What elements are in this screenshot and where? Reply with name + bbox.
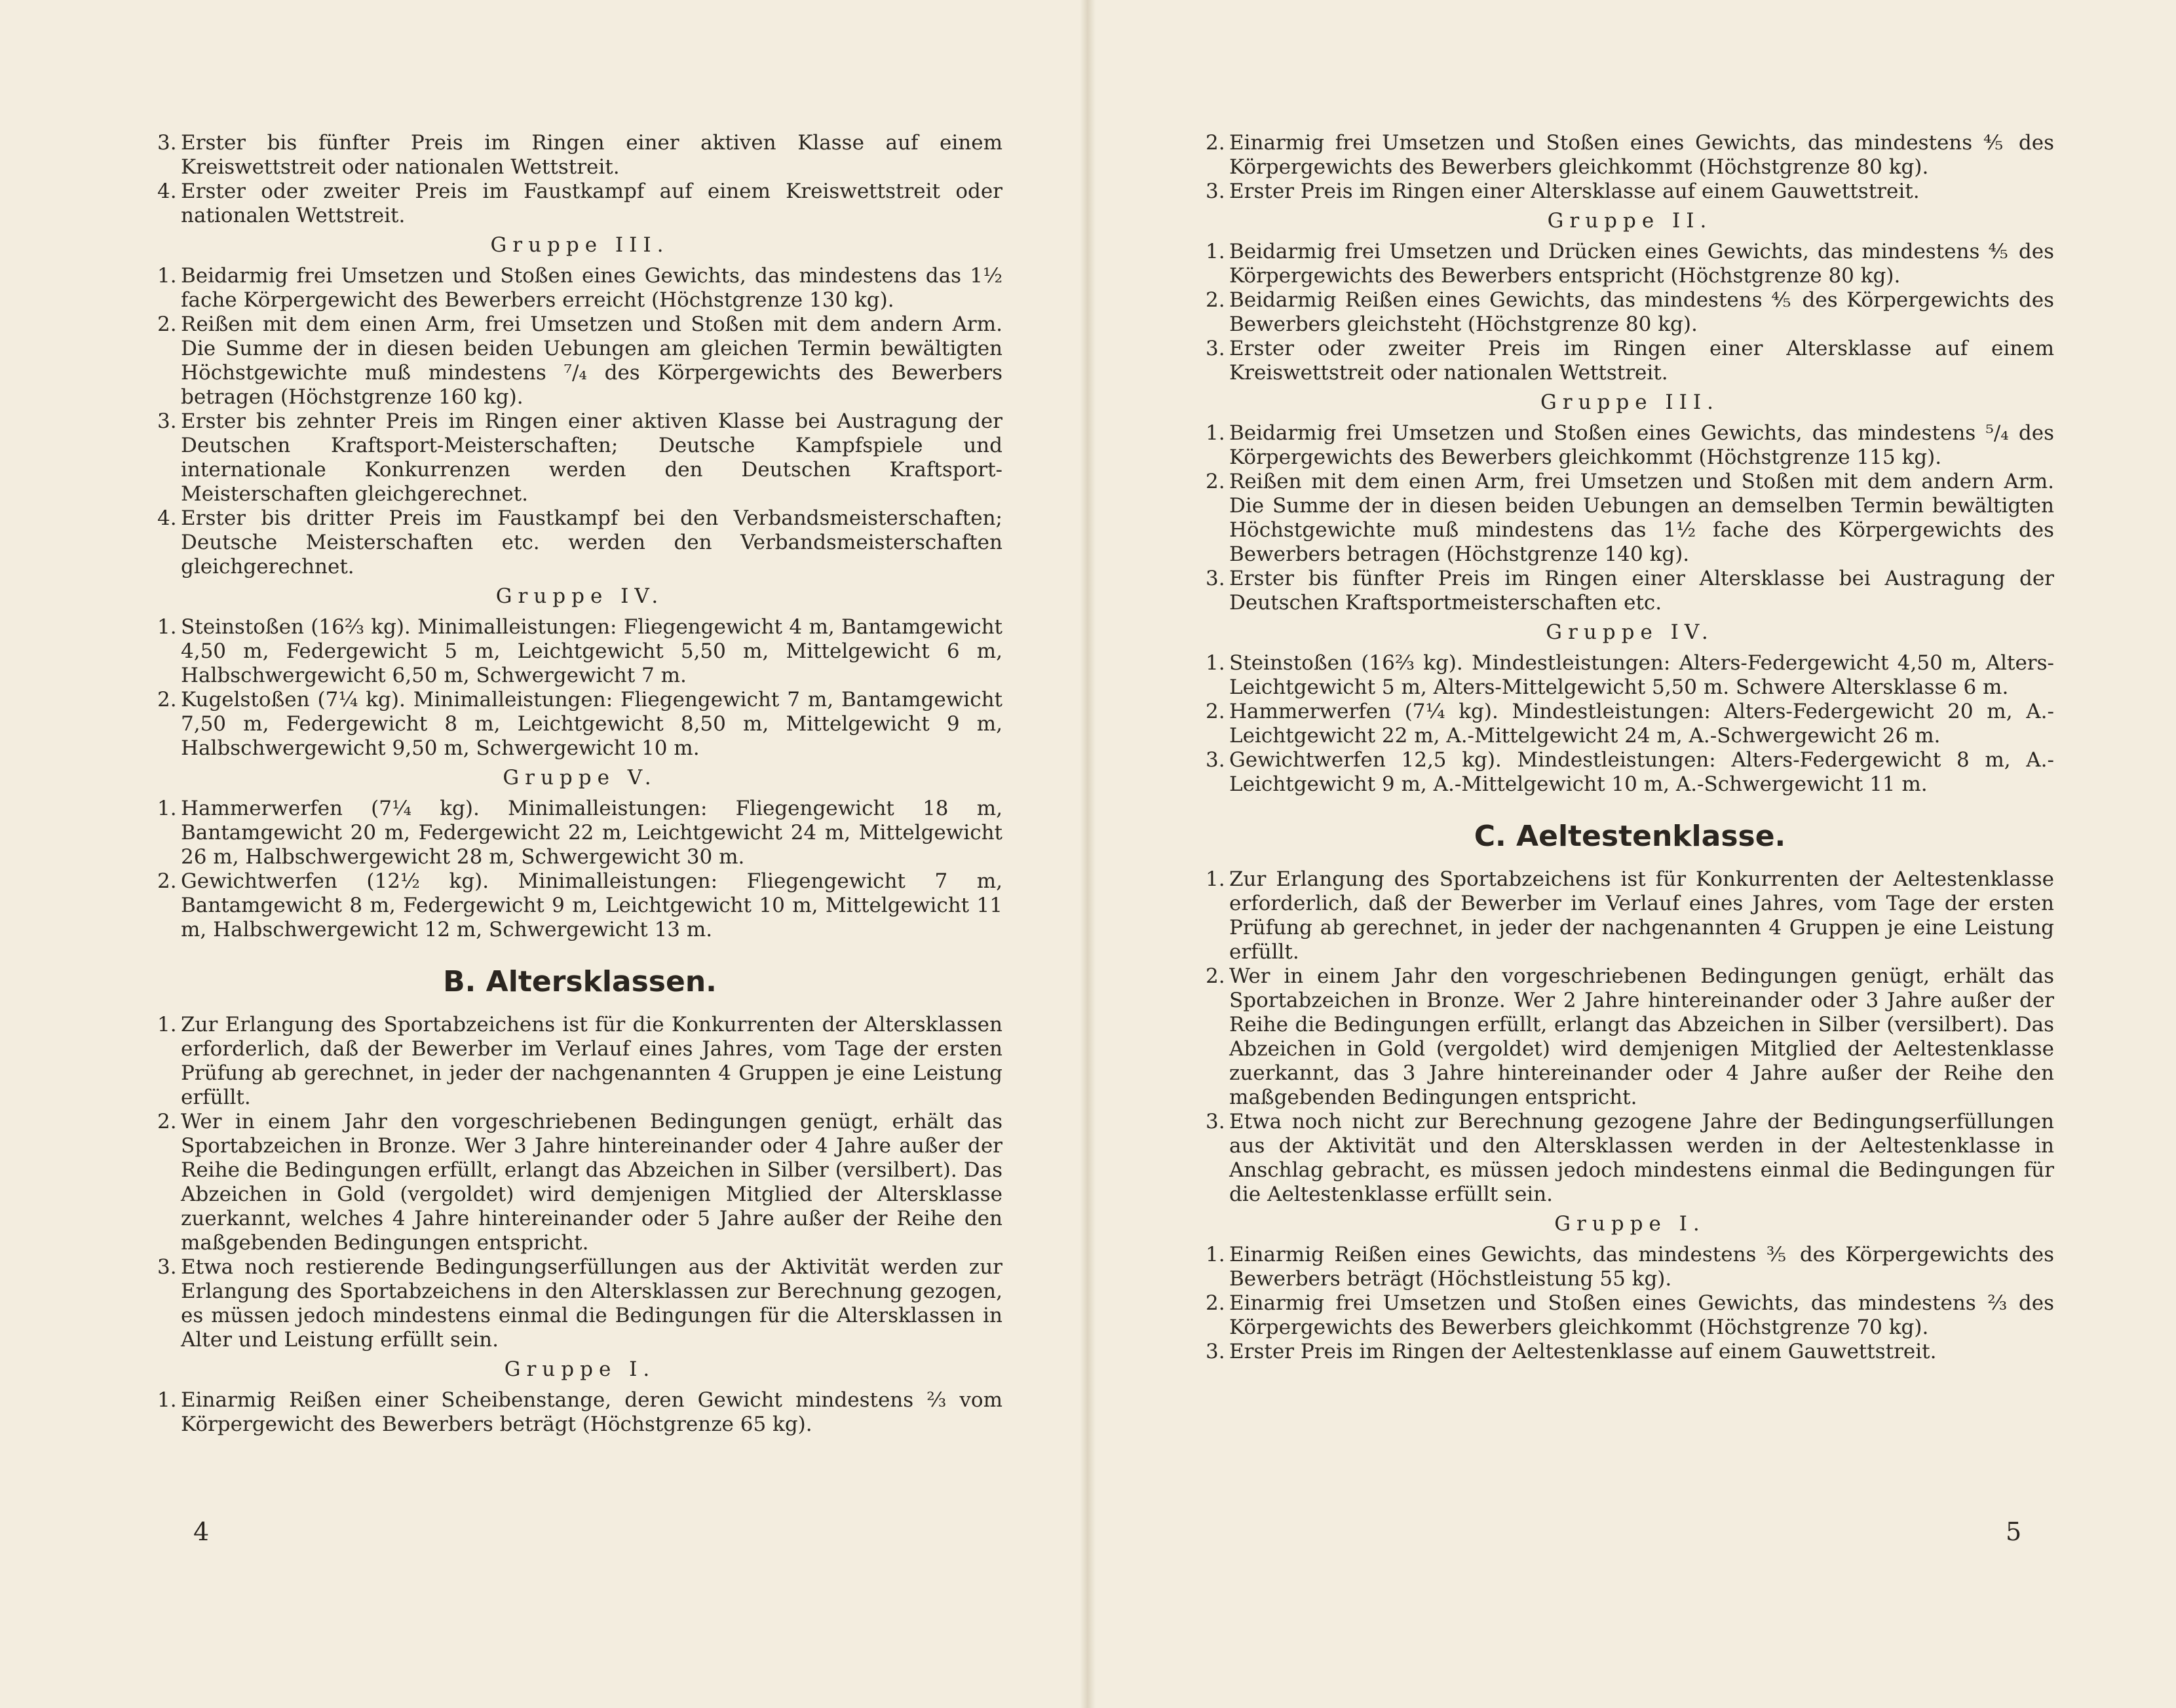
item-text: Erster bis fünfter Preis im Ringen einer aktiven Klasse auf einem Kreiswettstreit oder nationalen Wettstreit. bbox=[181, 131, 1002, 179]
list-item bbox=[157, 180, 1002, 228]
list-item bbox=[1206, 470, 2054, 567]
item-number: 1. bbox=[1206, 867, 1225, 891]
item-number: 2. bbox=[1206, 1291, 1225, 1315]
item-text: Etwa noch restierende Bedingungserfüllungen aus der Aktivität werden zur Erlangung des Sportabzeichens in den Altersklassen zur Berechnung gezogen, es müssen jedoch mindestens einmal die Bedingungen für die Altersklassen in Alter und Leistung erfüllt sein. bbox=[181, 1255, 1002, 1352]
list-item bbox=[1206, 180, 2054, 204]
right-page bbox=[1206, 131, 2054, 1364]
item-number: 3. bbox=[1206, 748, 1225, 772]
item-number: 2. bbox=[1206, 288, 1225, 312]
item-number: 1. bbox=[1206, 1243, 1225, 1266]
item-number: 1. bbox=[1206, 651, 1225, 675]
item-text: Erster bis zehnter Preis im Ringen einer aktiven Klasse bei Austragung der Deutschen Kraftsport-Meisterschaften; Deutsche Kampfspiele und internationale Konkurrenzen werden den Deutschen Kraftsport-Meisterschaften gleichgerechnet. bbox=[181, 409, 1002, 506]
list-item bbox=[157, 409, 1002, 506]
group-heading: Gruppe V. bbox=[503, 766, 657, 789]
item-number: 2. bbox=[157, 313, 177, 336]
list-item bbox=[157, 1388, 1002, 1437]
item-number: 3. bbox=[1206, 337, 1225, 360]
item-text: Beidarmig frei Umsetzen und Drücken eines Gewichts, das mindestens ⅘ des Körpergewichts des Bewerbers entspricht (Höchstgrenze 80 kg). bbox=[1229, 240, 2054, 288]
item-number: 1. bbox=[157, 1013, 177, 1036]
list-item bbox=[1206, 1110, 2054, 1207]
list-item bbox=[1206, 867, 2054, 964]
item-number: 4. bbox=[157, 180, 177, 203]
item-number: 1. bbox=[157, 264, 177, 288]
item-number: 3. bbox=[1206, 1340, 1225, 1363]
list-item bbox=[1206, 288, 2054, 337]
left-page bbox=[157, 131, 1002, 1437]
list-item bbox=[1206, 964, 2054, 1110]
item-text: Einarmig Reißen eines Gewichts, das mindestens ⅗ des Körpergewichts des Bewerbers beträgt (Höchstleistung 55 kg). bbox=[1229, 1243, 2054, 1291]
item-text: Einarmig frei Umsetzen und Stoßen eines Gewichts, das mindestens ⅔ des Körpergewichts des Bewerbers gleichkommt (Höchstgrenze 70 kg). bbox=[1229, 1291, 2054, 1339]
item-number: 1. bbox=[157, 615, 177, 639]
list-item bbox=[1206, 700, 2054, 748]
list-item bbox=[1206, 748, 2054, 797]
item-number: 2. bbox=[157, 1110, 177, 1133]
item-number: 3. bbox=[1206, 180, 1225, 203]
item-text: Beidarmig Reißen eines Gewichts, das mindestens ⅘ des Körpergewichts des Bewerbers gleichsteht (Höchstgrenze 80 kg). bbox=[1229, 288, 2054, 336]
list-item bbox=[157, 264, 1002, 313]
item-number: 3. bbox=[1206, 567, 1225, 590]
item-number: 3. bbox=[157, 409, 177, 433]
item-text: Reißen mit dem einen Arm, frei Umsetzen und Stoßen mit dem andern Arm. Die Summe der in diesen beiden Uebungen am gleichen Termin bewältigten Höchstgewichte muß mindestens ⁷/₄ des Körpergewichts des Bewerbers betragen (Höchstgrenze 160 kg). bbox=[181, 313, 1002, 409]
item-number: 2. bbox=[1206, 470, 1225, 493]
item-text: Erster bis dritter Preis im Faustkampf bei den Verbandsmeisterschaften; Deutsche Meisterschaften etc. werden den Verbandsmeisterschaften gleichgerechnet. bbox=[181, 506, 1002, 579]
item-text: Erster Preis im Ringen einer Altersklasse auf einem Gauwettstreit. bbox=[1229, 180, 1920, 203]
list-item bbox=[157, 1013, 1002, 1110]
item-text: Reißen mit dem einen Arm, frei Umsetzen und Stoßen mit dem andern Arm. Die Summe der in diesen beiden Uebungen an demselben Termin bewältigten Höchstgewichte muß mindestens das 1½ fache des Körpergewichts des Bewerbers betragen (Höchstgrenze 140 kg). bbox=[1229, 470, 2054, 566]
item-text: Kugelstoßen (7¼ kg). Minimalleistungen: Fliegengewicht 7 m, Bantamgewicht 7,50 m, Federgewicht 8 m, Leichtgewicht 8,50 m, Mittelgewicht 9 m, Halbschwergewicht 9,50 m, Schwergewicht 10 m. bbox=[181, 688, 1002, 760]
item-text: Zur Erlangung des Sportabzeichens ist für Konkurrenten der Aeltestenklasse erforderlich, daß der Bewerber im Verlauf eines Jahres, vom Tage der ersten Prüfung ab gerechnet, in jeder der nachgenannten 4 Gruppen je eine Leistung erfüllt. bbox=[1229, 867, 2054, 964]
list-item bbox=[1206, 421, 2054, 470]
item-number: 2. bbox=[1206, 131, 1225, 155]
list-item bbox=[1206, 1243, 2054, 1291]
section-heading: B. Altersklassen. bbox=[443, 965, 717, 998]
item-number: 4. bbox=[157, 506, 177, 530]
item-number: 2. bbox=[1206, 964, 1225, 988]
item-number: 2. bbox=[1206, 700, 1225, 723]
item-text: Gewichtwerfen 12,5 kg). Mindestleistungen: Alters-Federgewicht 8 m, A.-Leichtgewicht 9 m, A.-Mittelgewicht 10 m, A.-Schwergewicht 11 m. bbox=[1229, 748, 2054, 796]
list-item bbox=[157, 688, 1002, 761]
item-number: 1. bbox=[1206, 240, 1225, 263]
item-number: 3. bbox=[157, 131, 177, 155]
item-number: 1. bbox=[157, 1388, 177, 1412]
item-text: Einarmig frei Umsetzen und Stoßen eines Gewichts, das mindestens ⅘ des Körpergewichts des Bewerbers gleichkommt (Höchstgrenze 80 kg). bbox=[1229, 131, 2054, 179]
item-number: 2. bbox=[157, 688, 177, 712]
item-number: 1. bbox=[1206, 421, 1225, 445]
page-number-right: 5 bbox=[2006, 1517, 2022, 1546]
list-item bbox=[1206, 337, 2054, 385]
list-item bbox=[157, 506, 1002, 579]
item-text: Hammerwerfen (7¼ kg). Minimalleistungen: Fliegengewicht 18 m, Bantamgewicht 20 m, Federgewicht 22 m, Leichtgewicht 24 m, Mittelgewicht 26 m, Halbschwergewicht 28 m, Schwergewicht 30 m. bbox=[181, 797, 1002, 869]
list-item bbox=[157, 1110, 1002, 1255]
group-heading: Gruppe I. bbox=[504, 1357, 656, 1381]
list-item bbox=[1206, 651, 2054, 700]
item-text: Wer in einem Jahr den vorgeschriebenen Bedingungen genügt, erhält das Sportabzeichen in Bronze. Wer 3 Jahre hintereinander oder 4 Jahre außer der Reihe die Bedingungen erfüllt, erlangt das Abzeichen in Silber (versilbert). Das Abzeichen in Gold (vergoldet) wird demjenigen Mitglied der Altersklasse zuerkannt, welches 4 Jahre hintereinander oder 5 Jahre außer der Reihe den maßgebenden Bedingungen entspricht. bbox=[181, 1110, 1002, 1255]
item-text: Etwa noch nicht zur Berechnung gezogene Jahre der Bedingungserfüllungen aus der Aktivität und den Altersklassen werden in der Aeltestenklasse in Anschlag gebracht, es müssen jedoch mindestens einmal die Bedingungen für die Aeltestenklasse erfüllt sein. bbox=[1229, 1110, 2054, 1206]
list-item bbox=[157, 797, 1002, 869]
item-text: Gewichtwerfen (12½ kg). Minimalleistungen: Fliegengewicht 7 m, Bantamgewicht 8 m, Federgewicht 9 m, Leichtgewicht 10 m, Mittelgewicht 11 m, Halbschwergewicht 12 m, Schwergewicht 13 m. bbox=[181, 869, 1002, 941]
group-heading: Gruppe IV. bbox=[495, 584, 664, 608]
item-text: Steinstoßen (16⅔ kg). Minimalleistungen: Fliegengewicht 4 m, Bantamgewicht 4,50 m, Federgewicht 5 m, Leichtgewicht 5,50 m, Mittelgewicht 6 m, Halbschwergewicht 6,50 m, Schwergewicht 7 m. bbox=[181, 615, 1002, 687]
list-item bbox=[1206, 131, 2054, 180]
list-item bbox=[157, 131, 1002, 180]
item-text: Einarmig Reißen einer Scheibenstange, deren Gewicht mindestens ⅔ vom Körpergewicht des Bewerbers beträgt (Höchstgrenze 65 kg). bbox=[181, 1388, 1002, 1436]
list-item bbox=[157, 869, 1002, 942]
page-number-left: 4 bbox=[193, 1517, 210, 1546]
item-text: Erster oder zweiter Preis im Ringen einer Altersklasse auf einem Kreiswettstreit oder nationalen Wettstreit. bbox=[1229, 337, 2054, 385]
list-item bbox=[1206, 240, 2054, 288]
group-heading: Gruppe III. bbox=[490, 233, 670, 257]
group-heading: Gruppe II. bbox=[1547, 209, 1713, 233]
item-text: Beidarmig frei Umsetzen und Stoßen eines Gewichts, das mindestens ⁵/₄ des Körpergewichts des Bewerbers gleichkommt (Höchstgrenze 115 kg). bbox=[1229, 421, 2054, 469]
list-item bbox=[1206, 1340, 2054, 1364]
list-item bbox=[1206, 1291, 2054, 1340]
list-item bbox=[157, 313, 1002, 409]
item-text: Beidarmig frei Umsetzen und Stoßen eines Gewichts, das mindestens das 1½ fache Körpergewicht des Bewerbers erreicht (Höchstgrenze 130 kg). bbox=[181, 264, 1002, 312]
item-number: 1. bbox=[157, 797, 177, 820]
list-item bbox=[1206, 567, 2054, 615]
group-heading: Gruppe IV. bbox=[1546, 620, 1714, 644]
item-text: Erster bis fünfter Preis im Ringen einer Altersklasse bei Austragung der Deutschen Kraftsportmeisterschaften etc. bbox=[1229, 567, 2054, 615]
group-heading: Gruppe III. bbox=[1540, 390, 1720, 414]
page-fold bbox=[1080, 0, 1096, 1708]
item-text: Hammerwerfen (7¼ kg). Mindestleistungen: Alters-Federgewicht 20 m, A.-Leichtgewicht 22 m, A.-Mittelgewicht 24 m, A.-Schwergewicht 26 m. bbox=[1229, 700, 2054, 748]
group-heading: Gruppe I. bbox=[1554, 1212, 1706, 1236]
list-item bbox=[157, 1255, 1002, 1352]
item-text: Zur Erlangung des Sportabzeichens ist für die Konkurrenten der Altersklassen erforderlich, daß der Bewerber im Verlauf eines Jahres, vom Tage der ersten Prüfung ab gerechnet, in jeder der nachgenannten 4 Gruppen je eine Leistung erfüllt. bbox=[181, 1013, 1002, 1109]
item-text: Erster Preis im Ringen der Aeltestenklasse auf einem Gauwettstreit. bbox=[1229, 1340, 1937, 1363]
item-number: 3. bbox=[157, 1255, 177, 1279]
item-text: Steinstoßen (16⅔ kg). Mindestleistungen: Alters-Federgewicht 4,50 m, Alters-Leichtgewicht 5 m, Alters-Mittelgewicht 5,50 m. Schwere Altersklasse 6 m. bbox=[1229, 651, 2054, 699]
item-number: 2. bbox=[157, 869, 177, 893]
item-text: Erster oder zweiter Preis im Faustkampf auf einem Kreiswettstreit oder nationalen Wettstreit. bbox=[181, 180, 1002, 227]
section-heading: C. Aeltestenklasse. bbox=[1474, 820, 1786, 853]
item-number: 3. bbox=[1206, 1110, 1225, 1133]
list-item bbox=[157, 615, 1002, 688]
item-text: Wer in einem Jahr den vorgeschriebenen Bedingungen genügt, erhält das Sportabzeichen in Bronze. Wer 2 Jahre hintereinander oder 3 Jahre außer der Reihe die Bedingungen erfüllt, erlangt das Abzeichen in Silber (versilbert). Das Abzeichen in Gold (vergoldet) wird demjenigen Mitglied der Aeltestenklasse zuerkannt, das 3 Jahre hintereinander oder 4 Jahre außer der Reihe den maßgebenden Bedingungen entspricht. bbox=[1229, 964, 2054, 1109]
